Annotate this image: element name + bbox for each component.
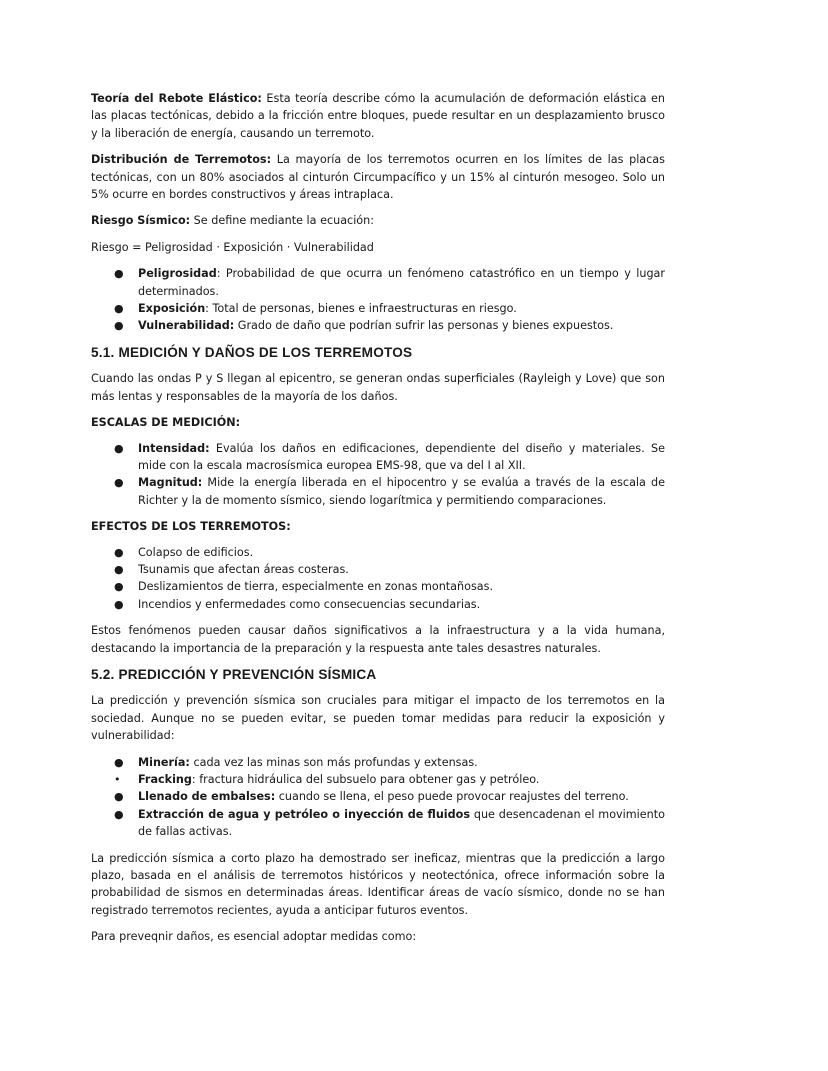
term: Llenado de embalses:	[138, 790, 276, 804]
list-item	[91, 806, 665, 841]
term: Exposición	[138, 302, 206, 316]
term: Extracción de agua y petróleo o inyección de fluidos	[138, 807, 470, 821]
effects-list	[91, 544, 665, 614]
term: Distribución de Terremotos:	[91, 153, 272, 167]
subheading-efectos: EFECTOS DE LOS TERREMOTOS:	[91, 520, 291, 534]
text: Mide la energía liberada en el hipocentro y se evalúa a través de la escala de Richter y la de momento sísmico, siendo logarítmica y permitiendo comparaciones.	[138, 476, 665, 507]
list-item	[91, 561, 665, 578]
list-item	[91, 788, 665, 805]
causes-list	[91, 754, 665, 841]
paragraph-efectos-cierre: Estos fenómenos pueden causar daños significativos a la infraestructura y a la vida humana, destacando la importancia de la preparación y la respuesta ante tales desastres naturales.	[91, 624, 665, 655]
text: Colapso de edificios.	[138, 545, 254, 559]
subheading-escalas: ESCALAS DE MEDICIÓN:	[91, 416, 241, 430]
paragraph-ondas: Cuando las ondas P y S llegan al epicentro, se generan ondas superficiales (Rayleigh y Love) que son más lentas y responsables de la mayoría de los daños.	[91, 372, 665, 403]
text: : fractura hidráulica del subsuelo para obtener gas y petróleo.	[191, 773, 540, 786]
term: Vulnerabilidad:	[138, 319, 235, 333]
bullet-icon: ●	[114, 441, 124, 455]
bullet-icon: ●	[114, 562, 124, 576]
paragraph-distribucion	[91, 151, 665, 203]
bullet-icon: ●	[114, 597, 124, 611]
term: Peligrosidad	[138, 267, 217, 281]
term: Teoría del Rebote Elástico:	[91, 92, 262, 105]
bullet-icon: ●	[114, 580, 124, 594]
text: La mayoría de los terremotos ocurren en los límites de las placas tectónicas, con un 80% asociados al cinturón Circumpacífico y un 15% al cinturón mesogeo. Solo un 5% ocurre en bordes constructivos y áreas intraplaca.	[91, 153, 665, 202]
paragraph-prediccion-intro: La predicción y prevención sísmica son cruciales para mitigar el impacto de los terremotos en la sociedad. Aunque no se pueden evitar, se pueden tomar medidas para reducir la exposición y vulnerabilidad:	[91, 694, 665, 743]
text: que desencadenan el movimiento de fallas activas.	[138, 807, 665, 839]
bullet-icon: ●	[114, 545, 124, 559]
list-item	[91, 596, 665, 613]
text: Evalúa los daños en edificaciones, dependiente del diseño y materiales. Se mide con la escala macrosísmica europea EMS-98, que va del I al XII.	[138, 441, 665, 472]
list-item	[91, 544, 665, 561]
bullet-icon: ●	[114, 302, 124, 316]
text: Se define mediante la ecuación:	[190, 214, 375, 228]
text: Esta teoría describe cómo la acumulación de deformación elástica en las placas tectónicas, debido a la fricción entre bloques, puede resultar en un desplazamiento brusco y la liberación de energía, causando un terremoto.	[91, 92, 665, 140]
term: Minería:	[138, 755, 190, 769]
text: : Total de personas, bienes e infraestructuras en riesgo.	[205, 302, 517, 316]
term: Riesgo Sísmico:	[91, 214, 191, 228]
text: Tsunamis que afectan áreas costeras.	[138, 562, 349, 576]
list-item	[91, 771, 665, 788]
term: Magnitud:	[138, 476, 203, 490]
list-item	[91, 300, 665, 317]
list-item	[91, 578, 665, 595]
term: Intensidad:	[138, 441, 210, 455]
section-heading-medicion: 5.1. MEDICIÓN Y DAÑOS DE LOS TERREMOTOS	[91, 344, 413, 360]
bullet-icon: ●	[114, 476, 124, 490]
bullet-icon: ●	[114, 319, 124, 333]
paragraph-riesgo	[91, 212, 665, 229]
scales-list	[91, 440, 665, 510]
paragraph-prediccion-largo-plazo: La predicción sísmica a corto plazo ha demostrado ser ineficaz, mientras que la predicción a largo plazo, basada en el análisis de terremotos históricos y neotectónica, ofrece información sobre la probabilidad de sismos en determinadas áreas. Identificar áreas de vacío sísmico, donde no se han registrado terremotos recientes, ayuda a anticipar futuros eventos.	[91, 851, 665, 917]
list-item	[91, 317, 665, 334]
list-item	[91, 265, 665, 300]
list-item	[91, 754, 665, 771]
term: Fracking	[138, 773, 192, 786]
text: cada vez las minas son más profundas y extensas.	[189, 755, 478, 769]
text: : Probabilidad de que ocurra un fenómeno catastrófico en un tiempo y lugar determinados.	[138, 267, 665, 298]
bullet-icon: ●	[114, 755, 124, 769]
text: Deslizamientos de tierra, especialmente en zonas montañosas.	[138, 580, 494, 594]
bullet-icon: ●	[114, 790, 124, 804]
risk-equation: Riesgo = Peligrosidad · Exposición · Vulnerabilidad	[91, 240, 374, 254]
bullet-icon: ●	[114, 807, 124, 821]
list-item	[91, 474, 665, 509]
text: cuando se llena, el peso puede provocar reajustes del terreno.	[275, 790, 629, 804]
risk-list	[91, 265, 665, 335]
paragraph-rebote-elastico	[91, 90, 665, 142]
bullet-icon: •	[114, 773, 121, 786]
document-page	[91, 90, 665, 955]
section-heading-prediccion: 5.2. PREDICCIÓN Y PREVENCIÓN SÍSMICA	[91, 666, 377, 682]
bullet-icon: ●	[114, 267, 124, 281]
text: Grado de daño que podrían sufrir las personas y bienes expuestos.	[234, 319, 614, 333]
paragraph-prevencion: Para preveqnir daños, es esencial adoptar medidas como:	[91, 930, 417, 944]
text: Incendios y enfermedades como consecuencias secundarias.	[138, 597, 481, 611]
list-item	[91, 440, 665, 475]
